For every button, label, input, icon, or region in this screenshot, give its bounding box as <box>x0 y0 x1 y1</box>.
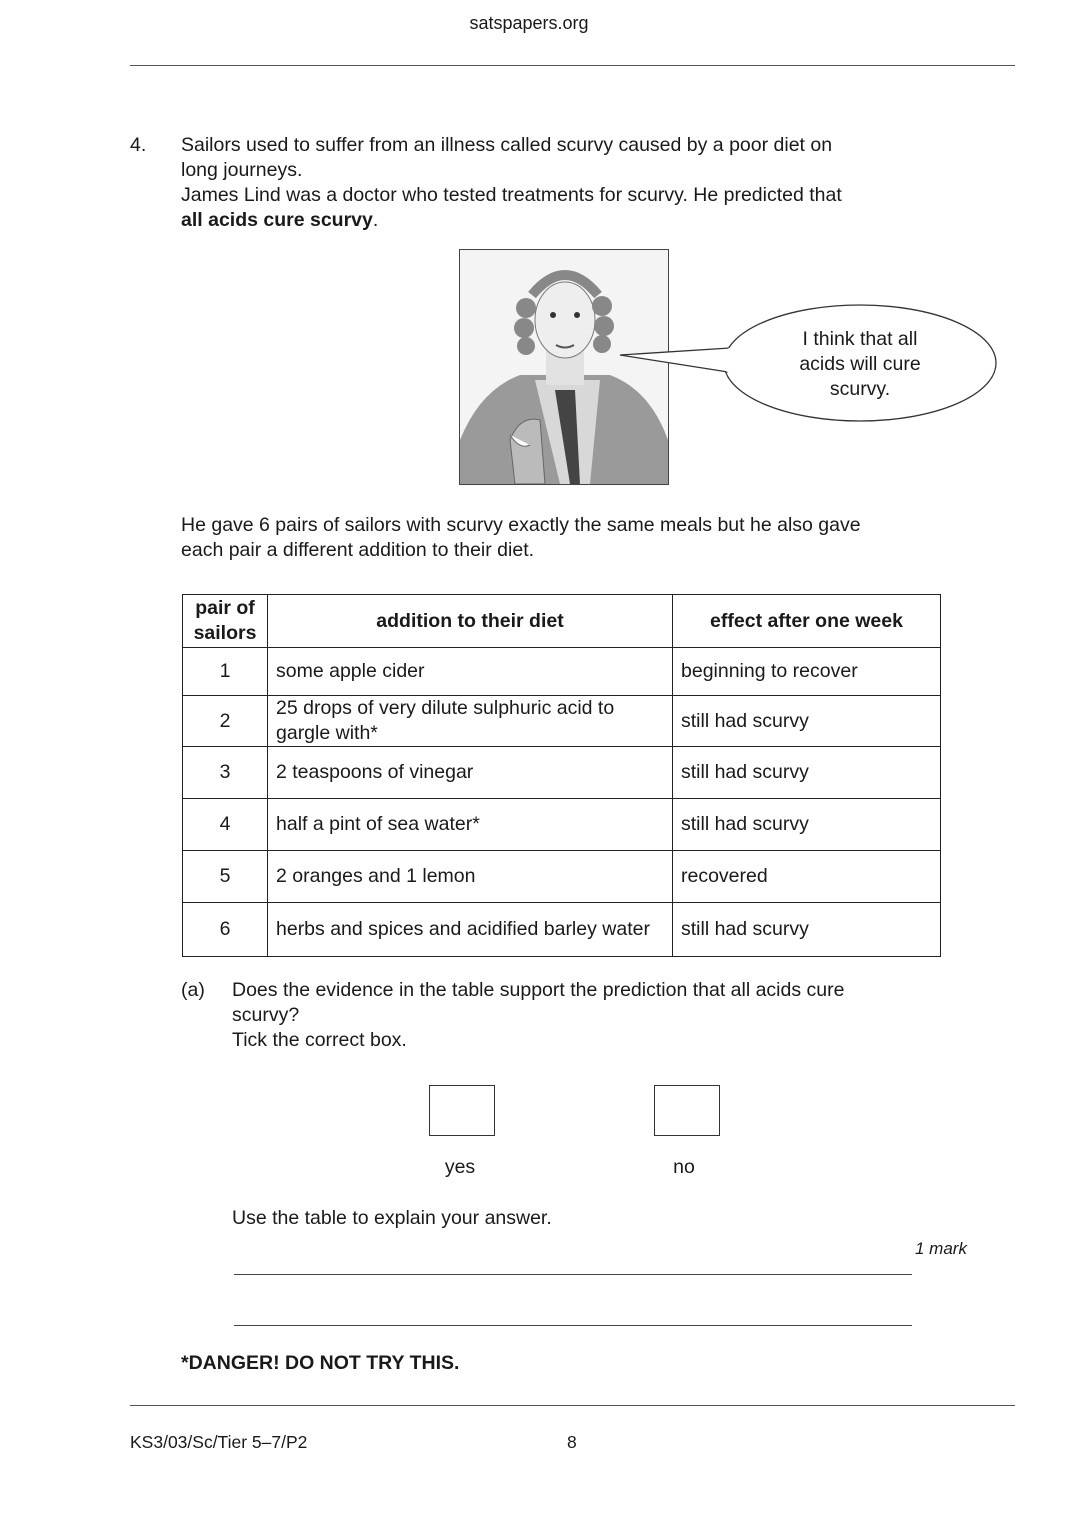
addition-cell: some apple cider <box>268 648 673 696</box>
pair-cell: 1 <box>183 648 268 696</box>
pair-cell: 2 <box>183 696 268 747</box>
prediction-end: . <box>372 209 379 231</box>
yes-label: yes <box>444 1156 476 1178</box>
addition-cell: 2 teaspoons of vinegar <box>268 747 673 799</box>
no-label: no <box>673 1156 695 1178</box>
addition-cell: 25 drops of very dilute sulphuric acid to gargle with* <box>268 696 673 747</box>
part-a-label: (a) <box>181 979 205 1001</box>
method-line: He gave 6 pairs of sailors with scurvy exactly the same meals but he also gave <box>181 514 861 536</box>
addition-cell: 2 oranges and 1 lemon <box>268 851 673 903</box>
part-a-line: Does the evidence in the table support the prediction that all acids cure <box>232 979 845 1001</box>
yes-checkbox[interactable] <box>429 1085 495 1136</box>
addition-cell: half a pint of sea water* <box>268 799 673 851</box>
site-header: satspapers.org <box>469 13 589 33</box>
addition-cell: herbs and spices and acidified barley water <box>268 903 673 957</box>
effect-cell: beginning to recover <box>673 648 941 696</box>
table-row <box>183 851 941 903</box>
pair-cell: 5 <box>183 851 268 903</box>
part-a-line: scurvy? <box>232 1004 300 1026</box>
effect-cell: still had scurvy <box>673 799 941 851</box>
part-a-line: Tick the correct box. <box>232 1029 407 1051</box>
effect-cell: still had scurvy <box>673 747 941 799</box>
table-row <box>183 903 941 957</box>
effect-cell: still had scurvy <box>673 903 941 957</box>
table-row <box>183 747 941 799</box>
header-effect: effect after one week <box>673 595 941 648</box>
intro-line: James Lind was a doctor who tested treatments for scurvy. He predicted that <box>181 184 842 206</box>
method-line: each pair a different addition to their diet. <box>181 539 535 561</box>
effect-cell: recovered <box>673 851 941 903</box>
bubble-line: scurvy. <box>829 378 891 400</box>
answer-line-2[interactable] <box>234 1325 912 1326</box>
table-header-row <box>183 595 941 648</box>
effect-cell: still had scurvy <box>673 696 941 747</box>
bubble-line: acids will cure <box>799 353 921 375</box>
results-table <box>182 594 941 957</box>
pair-cell: 3 <box>183 747 268 799</box>
pair-cell: 4 <box>183 799 268 851</box>
question-number: 4. <box>130 134 147 156</box>
answer-line-1[interactable] <box>234 1274 912 1275</box>
page-number: 8 <box>567 1432 577 1452</box>
explain-prompt: Use the table to explain your answer. <box>232 1207 552 1229</box>
bubble-line: I think that all <box>802 328 918 350</box>
question-intro <box>181 133 941 233</box>
header-pair: pair of sailors <box>183 595 268 648</box>
paper-code: KS3/03/Sc/Tier 5–7/P2 <box>130 1432 308 1452</box>
pair-cell: 6 <box>183 903 268 957</box>
table-row <box>183 648 941 696</box>
intro-line: Sailors used to suffer from an illness called scurvy caused by a poor diet on <box>181 134 833 156</box>
footer-divider <box>130 1405 1015 1406</box>
header-addition: addition to their diet <box>268 595 673 648</box>
prediction-line <box>181 208 941 233</box>
header-divider <box>130 65 1015 66</box>
danger-warning: *DANGER! DO NOT TRY THIS. <box>181 1352 460 1374</box>
speech-bubble-text <box>760 327 960 402</box>
method-text <box>181 513 861 563</box>
intro-line: long journeys. <box>181 159 303 181</box>
table-row <box>183 799 941 851</box>
prediction-bold: all acids cure scurvy <box>181 209 373 231</box>
part-a-question <box>232 978 844 1053</box>
no-checkbox[interactable] <box>654 1085 720 1136</box>
marks-label: 1 mark <box>915 1239 967 1258</box>
table-row <box>183 696 941 747</box>
